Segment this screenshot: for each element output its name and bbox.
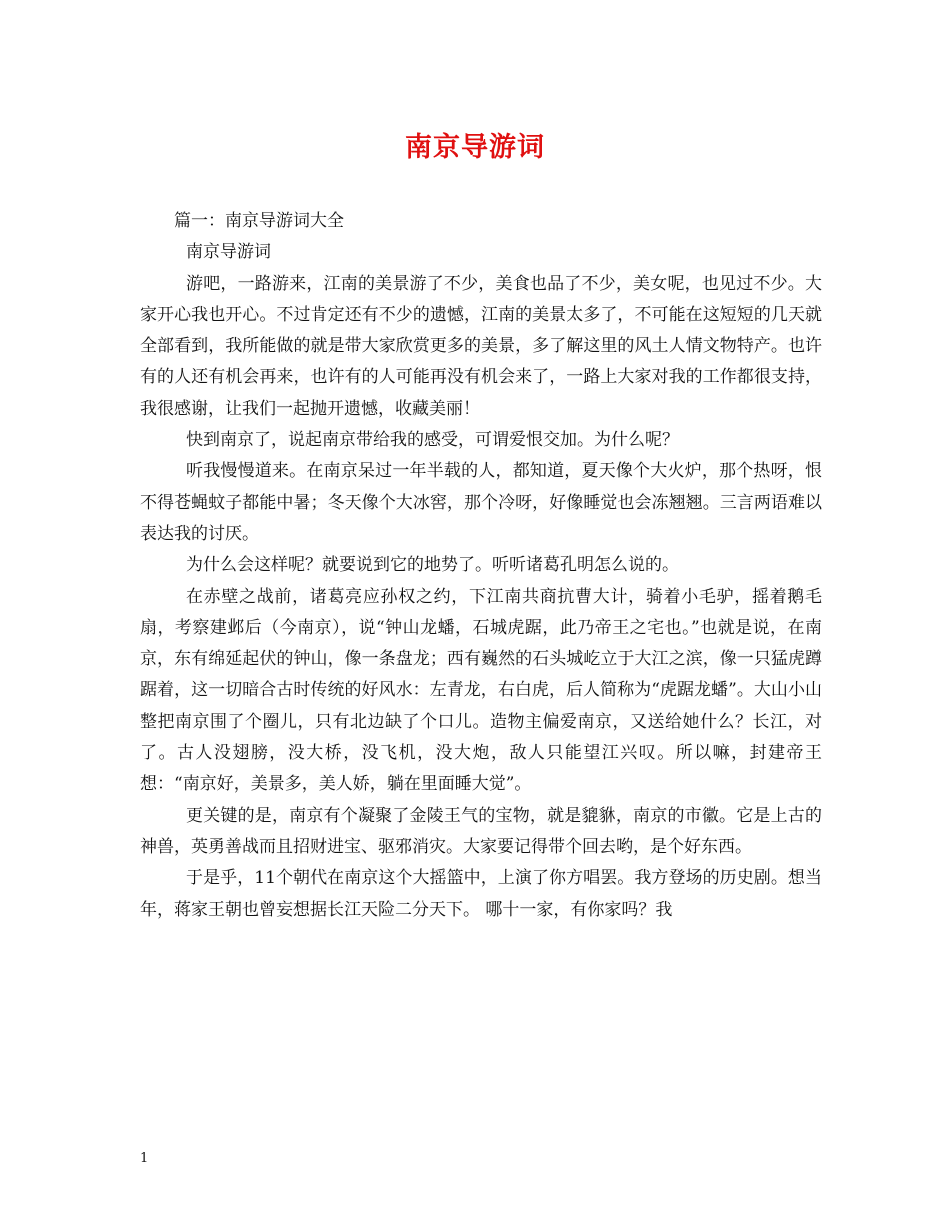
subheading: 南京导游词: [186, 242, 271, 263]
paragraph: 游吧，一路游来，江南的美景游了不少，美食也品了不少，美女呢，也见过不少。大家开心我也开心。不过肯定还有不少的遗憾，江南的美景太多了，不可能在这短短的几天就全部看到，我所能做的就是带大家欣赏更多的美景，多了解这里的风土人情文物特产。也许有的人还有机会再来，也许有的人可能再没有机会来了，一路上大家对我的工作都很支持，我很感谢，让我们一起抛开遗憾，收藏美丽！: [140, 273, 822, 419]
paragraph: 更关键的是，南京有个凝聚了金陵王气的宝物，就是貔貅，南京的市徽。它是上古的神兽，英勇善战而且招财进宝、驱邪消灾。大家要记得带个回去哟，是个好东西。: [140, 805, 822, 857]
section-heading: 篇一：南京导游词大全: [174, 211, 344, 231]
document-title: 南京导游词: [405, 132, 545, 163]
paragraph: 为什么会这样呢？就要说到它的地势了。听听诸葛孔明怎么说的。: [186, 555, 679, 576]
paragraph: 快到南京了，说起南京带给我的感受，可谓爱恨交加。为什么呢？: [186, 430, 679, 451]
paragraph: 于是乎，11个朝代在南京这个大摇篮中，上演了你方唱罢。我方登场的历史剧。想当年，蒋家王朝也曾妄想据长江天险二分天下。 哪十一家，有你家吗？我: [140, 868, 822, 920]
paragraph: 听我慢慢道来。在南京呆过一年半载的人，都知道，夏天像个大火炉，那个热呀，恨不得苍蝇蚊子都能中暑；冬天像个大冰窖，那个冷呀，好像睡觉也会冻翘翘。三言两语难以表达我的讨厌。: [140, 461, 822, 544]
document-body: [140, 206, 822, 926]
page-number: 1: [140, 1151, 149, 1166]
paragraph: 在赤壁之战前，诸葛亮应孙权之约，下江南共商抗曹大计，骑着小毛驴，摇着鹅毛扇，考察建邺后（今南京），说“钟山龙蟠，石城虎踞，此乃帝王之宅也。”也就是说，在南京，东有绵延起伏的钟山，像一条盘龙；西有巍然的石头城屹立于大江之滨，像一只猛虎蹲踞着，这一切暗合古时传统的好风水：左青龙，右白虎，后人简称为“虎踞龙蟠”。大山小山整把南京围了个圈儿，只有北边缺了个口儿。造物主偏爱南京，又送给她什么？长江，对了。古人没翅膀，没大桥，没飞机，没大炮，敌人只能望江兴叹。所以嘛，封建帝王想：“南京好，美景多，美人娇，躺在里面睡大觉”。: [140, 586, 822, 795]
